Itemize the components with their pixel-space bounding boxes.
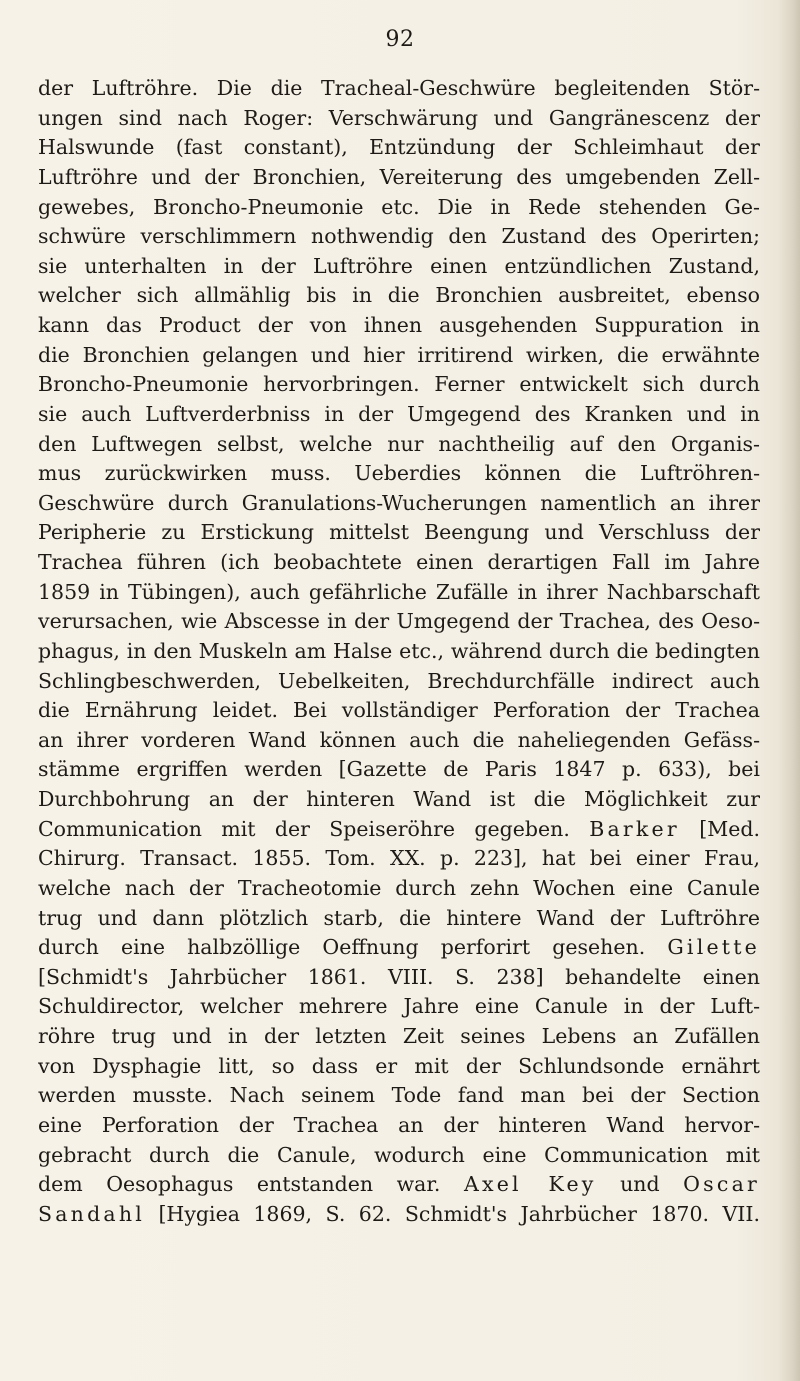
text-line: sie unterhalten in der Luftröhre einen entzündlichen Zustand, <box>38 253 760 278</box>
text-line: Trachea führen (ich beobachtete einen derartigen Fall im Jahre <box>38 550 760 574</box>
text-line: sie auch Luftverderbniss in der Umgegend des Kranken und in <box>38 401 760 426</box>
text-line: eine Perforation der Trachea an der hinteren Wand hervor- <box>38 1112 760 1137</box>
text-line <box>38 933 760 963</box>
text-line: gebracht durch die Canule, wodurch eine Communication mit <box>38 1142 760 1167</box>
text-line: Schuldirector, welcher mehrere Jahre eine Canule in der Luft- <box>38 994 760 1019</box>
text-line: röhre trug und in der letzten Zeit seines Lebens an Zufällen <box>38 1024 760 1048</box>
author-name-sandahl: Sandahl <box>38 1201 145 1226</box>
page-number: 92 <box>385 27 415 52</box>
page-edge-shadow <box>778 0 800 1381</box>
text-line: Peripherie zu Erstickung mittelst Beengung und Verschluss der <box>38 520 760 545</box>
text-line: welche nach der Tracheotomie durch zehn Wochen eine Canule <box>38 875 760 900</box>
text-line: [Schmidt's Jahrbücher 1861. VIII. S. 238] behandelte einen <box>38 964 760 989</box>
author-name-axel-key: Axel Key <box>463 1172 597 1197</box>
text-line: phagus, in den Muskeln am Halse etc., während durch die bedingten <box>38 638 760 663</box>
text-line <box>38 815 760 845</box>
text-line: den Luftwegen selbst, welche nur nachtheilig auf den Organis- <box>38 431 760 456</box>
text-line: der Luftröhre. Die die Tracheal-Geschwüre begleitenden Stör- <box>38 76 760 100</box>
author-name-gilette: Gilette <box>667 935 760 960</box>
text-line: mus zurückwirken muss. Ueberdies können die Luftröhren- <box>38 461 760 486</box>
text-line: Schlingbeschwerden, Uebelkeiten, Brechdurchfälle indirect auch <box>38 668 760 693</box>
text-line: trug und dann plötzlich starb, die hintere Wand der Luftröhre <box>38 905 760 930</box>
text-line: Durchbohrung an der hinteren Wand ist die Möglichkeit zur <box>38 787 760 811</box>
text-run: [Med. <box>699 816 760 841</box>
text-line: werden musste. Nach seinem Tode fand man bei der Section <box>38 1083 760 1108</box>
text-line: Luftröhre und der Bronchien, Vereiterung des umgebenden Zell- <box>38 164 760 189</box>
text-line: schwüre verschlimmern nothwendig den Zustand des Operirten; <box>38 224 760 249</box>
text-line: die Bronchien gelangen und hier irritirend wirken, die erwähnte <box>38 342 760 367</box>
text-line: 1859 in Tübingen), auch gefährliche Zufälle in ihrer Nachbarschaft <box>38 579 760 604</box>
text-run: [Hygiea 1869, S. 62. Schmidt's Jahrbücher 1870. VII. <box>158 1201 760 1226</box>
text-line: stämme ergriffen werden [Gazette de Paris 1847 p. 633), bei <box>38 757 760 782</box>
text-line: die Ernährung leidet. Bei vollständiger Perforation der Trachea <box>38 698 760 723</box>
text-run: dem Oesophagus entstanden war. <box>38 1172 441 1197</box>
text-line: ungen sind nach Roger: Verschwärung und Gangränescenz der <box>38 105 760 130</box>
text-line: von Dysphagie litt, so dass er mit der Schlundsonde ernährt <box>38 1053 760 1078</box>
text-line <box>38 1200 760 1230</box>
text-line <box>38 1170 760 1200</box>
text-line: kann das Product der von ihnen ausgehenden Suppuration in <box>38 313 760 337</box>
text-line: Chirurg. Transact. 1855. Tom. XX. p. 223], hat bei einer Frau, <box>38 846 760 871</box>
text-line: welcher sich allmählig bis in die Bronchien ausbreitet, ebenso <box>38 283 760 308</box>
text-line: gewebes, Broncho-Pneumonie etc. Die in Rede stehenden Ge- <box>38 194 760 219</box>
author-name-oscar: Oscar <box>683 1172 760 1197</box>
text-line: Halswunde (fast constant), Entzündung der Schleimhaut der <box>38 135 760 160</box>
text-run: und <box>620 1172 660 1197</box>
text-line: Geschwüre durch Granulations-Wucherungen namentlich an ihrer <box>38 490 760 515</box>
body-text <box>38 74 760 1229</box>
text-run: Communication mit der Speiseröhre gegeben. <box>38 816 570 841</box>
text-line: an ihrer vorderen Wand können auch die naheliegenden Gefäss- <box>38 727 760 752</box>
text-line: Broncho-Pneumonie hervorbringen. Ferner entwickelt sich durch <box>38 372 760 397</box>
text-line: verursachen, wie Abscesse in der Umgegend der Trachea, des Oeso- <box>38 609 760 634</box>
author-name-barker: Barker <box>589 816 680 841</box>
text-run: durch eine halbzöllige Oeffnung perforirt gesehen. <box>38 935 646 960</box>
